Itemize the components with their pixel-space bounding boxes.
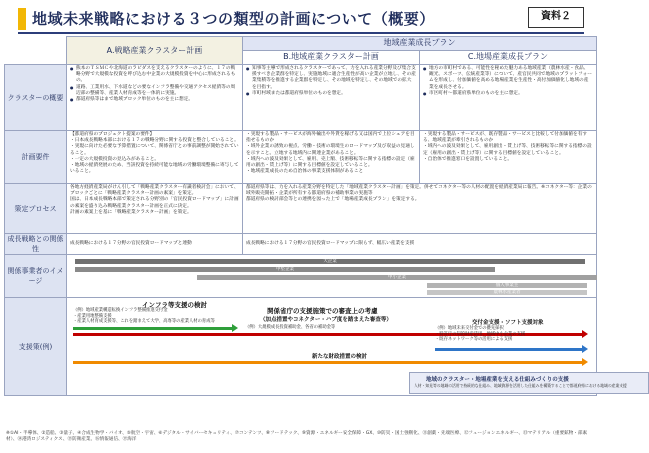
column-header-a: A.戦略産業クラスター計画: [67, 37, 243, 65]
title-bar: [18, 6, 584, 31]
cell-requirements-b: ・実現する製品・サービスが海外輸出や外貨を稼げる又は国内で上位シェアを目指せるものか ・域外企業の誘致の視点、労働・技術の環境生のロードマップ及び収益の見通しを示すこと。立地する地域内に関連企業があること。 ・域内への波及効果として、雇用、売上額、技術移転等に関する指標の設定（雇用の創出・賃上げ等）に関する目標値を設定していること。 ・地域産業成長のため自治体の事業支援体制があること: [243, 131, 420, 184]
infra-arrow: [73, 327, 233, 330]
column-header-c: C.地場産業成長プラン: [420, 51, 597, 65]
title-divider: [18, 32, 584, 34]
overview-b-item: ● 知事等主導で形成されるクラスターであって、力を入れる産業分野及び集合支援すべき企業群を特定し、実施地域に適合生産性が高い企業が立地し、その産業集積等を推進する企業群を特定し、その地域を特定し、その地域での拡大を目指す。: [246, 66, 416, 91]
page-title: 地域未来戦略における３つの類型の計画について（概要）: [32, 10, 435, 28]
column-header-group: 地域産業成長プラン: [243, 37, 597, 51]
ministry-support-text: （例）大規模成長投資補助金、各省の補助金等: [245, 325, 336, 330]
ministry-support-title: 関係省庁の支援施策での審査上の考慮: [267, 307, 378, 315]
bar-sme: 中小企業: [197, 275, 597, 280]
ministry-support-subtitle: （加点措置やコネクター・ハブ度を踏まえた審査等）: [260, 317, 392, 323]
overview-c-item: ● 市区町村〜都道府県単位のものを主に想定。: [423, 91, 593, 97]
infra-support-text: （例）地域産業構造転換インフラ整備推進交付金 ・産業用地整備支援 ・産業人材育成支援等、これを踏まえて大学、高専等の産業人材の育成等: [73, 308, 215, 325]
row-header-requirements: 計画要件: [5, 131, 67, 184]
cell-requirements-a: 【都道府県のプロジェクト提案の要件】 ・日本成長戦略本部における１７の戦略分野に関する投資と整合していること。 ・実現に向けた必要な予算措置について、関係省庁との事前調整が開始されていること。 ・一定の大規模投資の見込みがあること。 ・地域の経済発展のため、当該投資を持続可能な地域の労働環境整備に寄与していること。: [67, 131, 243, 184]
grant-support-text: （例）地域未来交付金での優先採択 ・特許庁の知的財産活用、地域中小企業の支援 ・既存ネットワーク等の活用による支援: [435, 326, 526, 343]
finance-arrow: [73, 361, 583, 364]
mechanism-support-text: 人材・知見等の地域の活用で持続的な仕組み、地域資源を活用した仕組みを構築することで都道府県における地域の産業支援: [414, 383, 627, 388]
infra-support-title: インフラ等支援の検討: [142, 301, 207, 309]
row-header-process: 策定プロセス: [5, 184, 67, 234]
grant-support-title: 交付金支援・ソフト支援対象: [472, 320, 544, 326]
mechanism-support-box: [409, 372, 649, 394]
plan-comparison-table: [4, 36, 627, 396]
cell-overview-b: [243, 65, 420, 131]
table-corner: [5, 37, 67, 65]
bar-agri-fishery: 農林水産業者: [427, 290, 587, 295]
overview-a-item: ● 道路、工業用水、下水道などの要なインフラ整備や交通アクセス経済等の周辺部の整備等、産業人材育成等を一体的に実施。: [70, 85, 239, 97]
cell-overview-c: [420, 65, 597, 131]
bar-large-enterprise: 大企業: [75, 259, 585, 264]
row-header-relation: 成長戦略との関係性: [5, 234, 67, 255]
document-label: 資料２: [528, 7, 584, 28]
grant-arrow: [435, 348, 583, 351]
overview-a-item: ● 都道府県等はまで地域ブロック単位のものを主に想定。: [70, 97, 239, 103]
overview-c-item: ● 地方の市町村である、可能性を秘めた魅力ある地域産業（農林水産・食品、観光、スポーツ、伝統産業等）について、産官民共同で地域のプラットフォームを形成し、付加価値を高める地場産業を生産性・高付加価値化し地域の産業を成長させる。: [423, 66, 593, 91]
business-image-chart: [67, 255, 597, 298]
cell-process-bc: 都道府県等は、力を入れる産業分野を特定した「地域産業クラスター計画」を策定。併せてコネクター等の人材の配置を経済産業局に報告。※コネクター等：企業の域外販売開拓・企業が所有する都道府県の補助事業の実施等 都道府県の検討部会等との連携を図った上で「地場産業成長プラン」を策定する。: [243, 184, 597, 234]
finance-support-title: 新たな財政措置の検討: [312, 354, 368, 360]
cell-relation-a: 成長戦略における１７分野の官民投資ロードマップと連動: [67, 234, 243, 255]
mechanism-support-title: 地域のクラスター・地場産業を支える仕組みづくりの支援: [426, 377, 569, 383]
row-header-image: 関係事業者のイメージ: [5, 255, 67, 298]
cell-relation-bc: 成長戦略における１７分野の官民投資ロードマップに限らず、幅広い産業を支援: [243, 234, 597, 255]
column-header-b: B.地域産業クラスター計画: [243, 51, 420, 65]
cell-process-a: 各地方経済産業局がけん引して「戦略産業クラスター有識者検討会」において、ブロックごとに「戦略産業クラスター計画の素案」を策定。 国は、日本成長戦略本部で策定される分野別の「官民投資ロードマップ」に計画の素案を盛り込み戦略産業クラスター計画を正式に決定。 計画の素案上を基に「戦略産業クラスター計画」を策定。: [67, 184, 243, 234]
overview-b-item: ● 市町村域または都道府県単位のものを想定。: [246, 91, 416, 97]
support-measures-area: [67, 298, 627, 396]
overview-a-item: ● 熊本のＴＳＭＣや北海道のラピダスを支えるクラスターのように、１７の戦略分野で大規模な投資を呼び込む中企業の大規模投資を中心に形成されるもの。: [70, 66, 239, 85]
row-header-support: 支援策(例): [5, 298, 67, 396]
title-accent: [18, 8, 26, 30]
cell-overview-a: [67, 65, 243, 131]
strategic-fields-footnote: ※①AI・半導体、②造船、③量子、④合成生物学・バイオ、⑤航空・宇宙、⑥デジタル・サイバーセキュリティ、⑦コンテンツ、⑧フードテック、⑨資源・エネルギー安全保障・GX、⑩防災・国土強靭化、⑪創薬・先端医療、⑫フュージョンエネルギー、⑬マテリアル（重要鉱物・部素材）、⑭港湾ロジスティクス、⑮防衛産業、⑯情報通信、⑰海洋: [6, 431, 588, 442]
cell-requirements-c: ・実現する製品・サービスが、既存製品・サービスと比較して付加価値を有する、地域産業が牽引されるものか ・域内への波及効果として、雇用創出・賃上げ等、技術移転等に関する指標の設定（雇用の創出・賃上げ等）に関する目標値を設定していること。 ・自治体で推進窓口を設置していること。: [420, 131, 597, 184]
row-header-overview: クラスターの概要: [5, 65, 67, 131]
bar-midsize-enterprise: 中堅企業: [75, 267, 495, 272]
bar-sole-proprietor: 個人事業主: [427, 283, 587, 288]
